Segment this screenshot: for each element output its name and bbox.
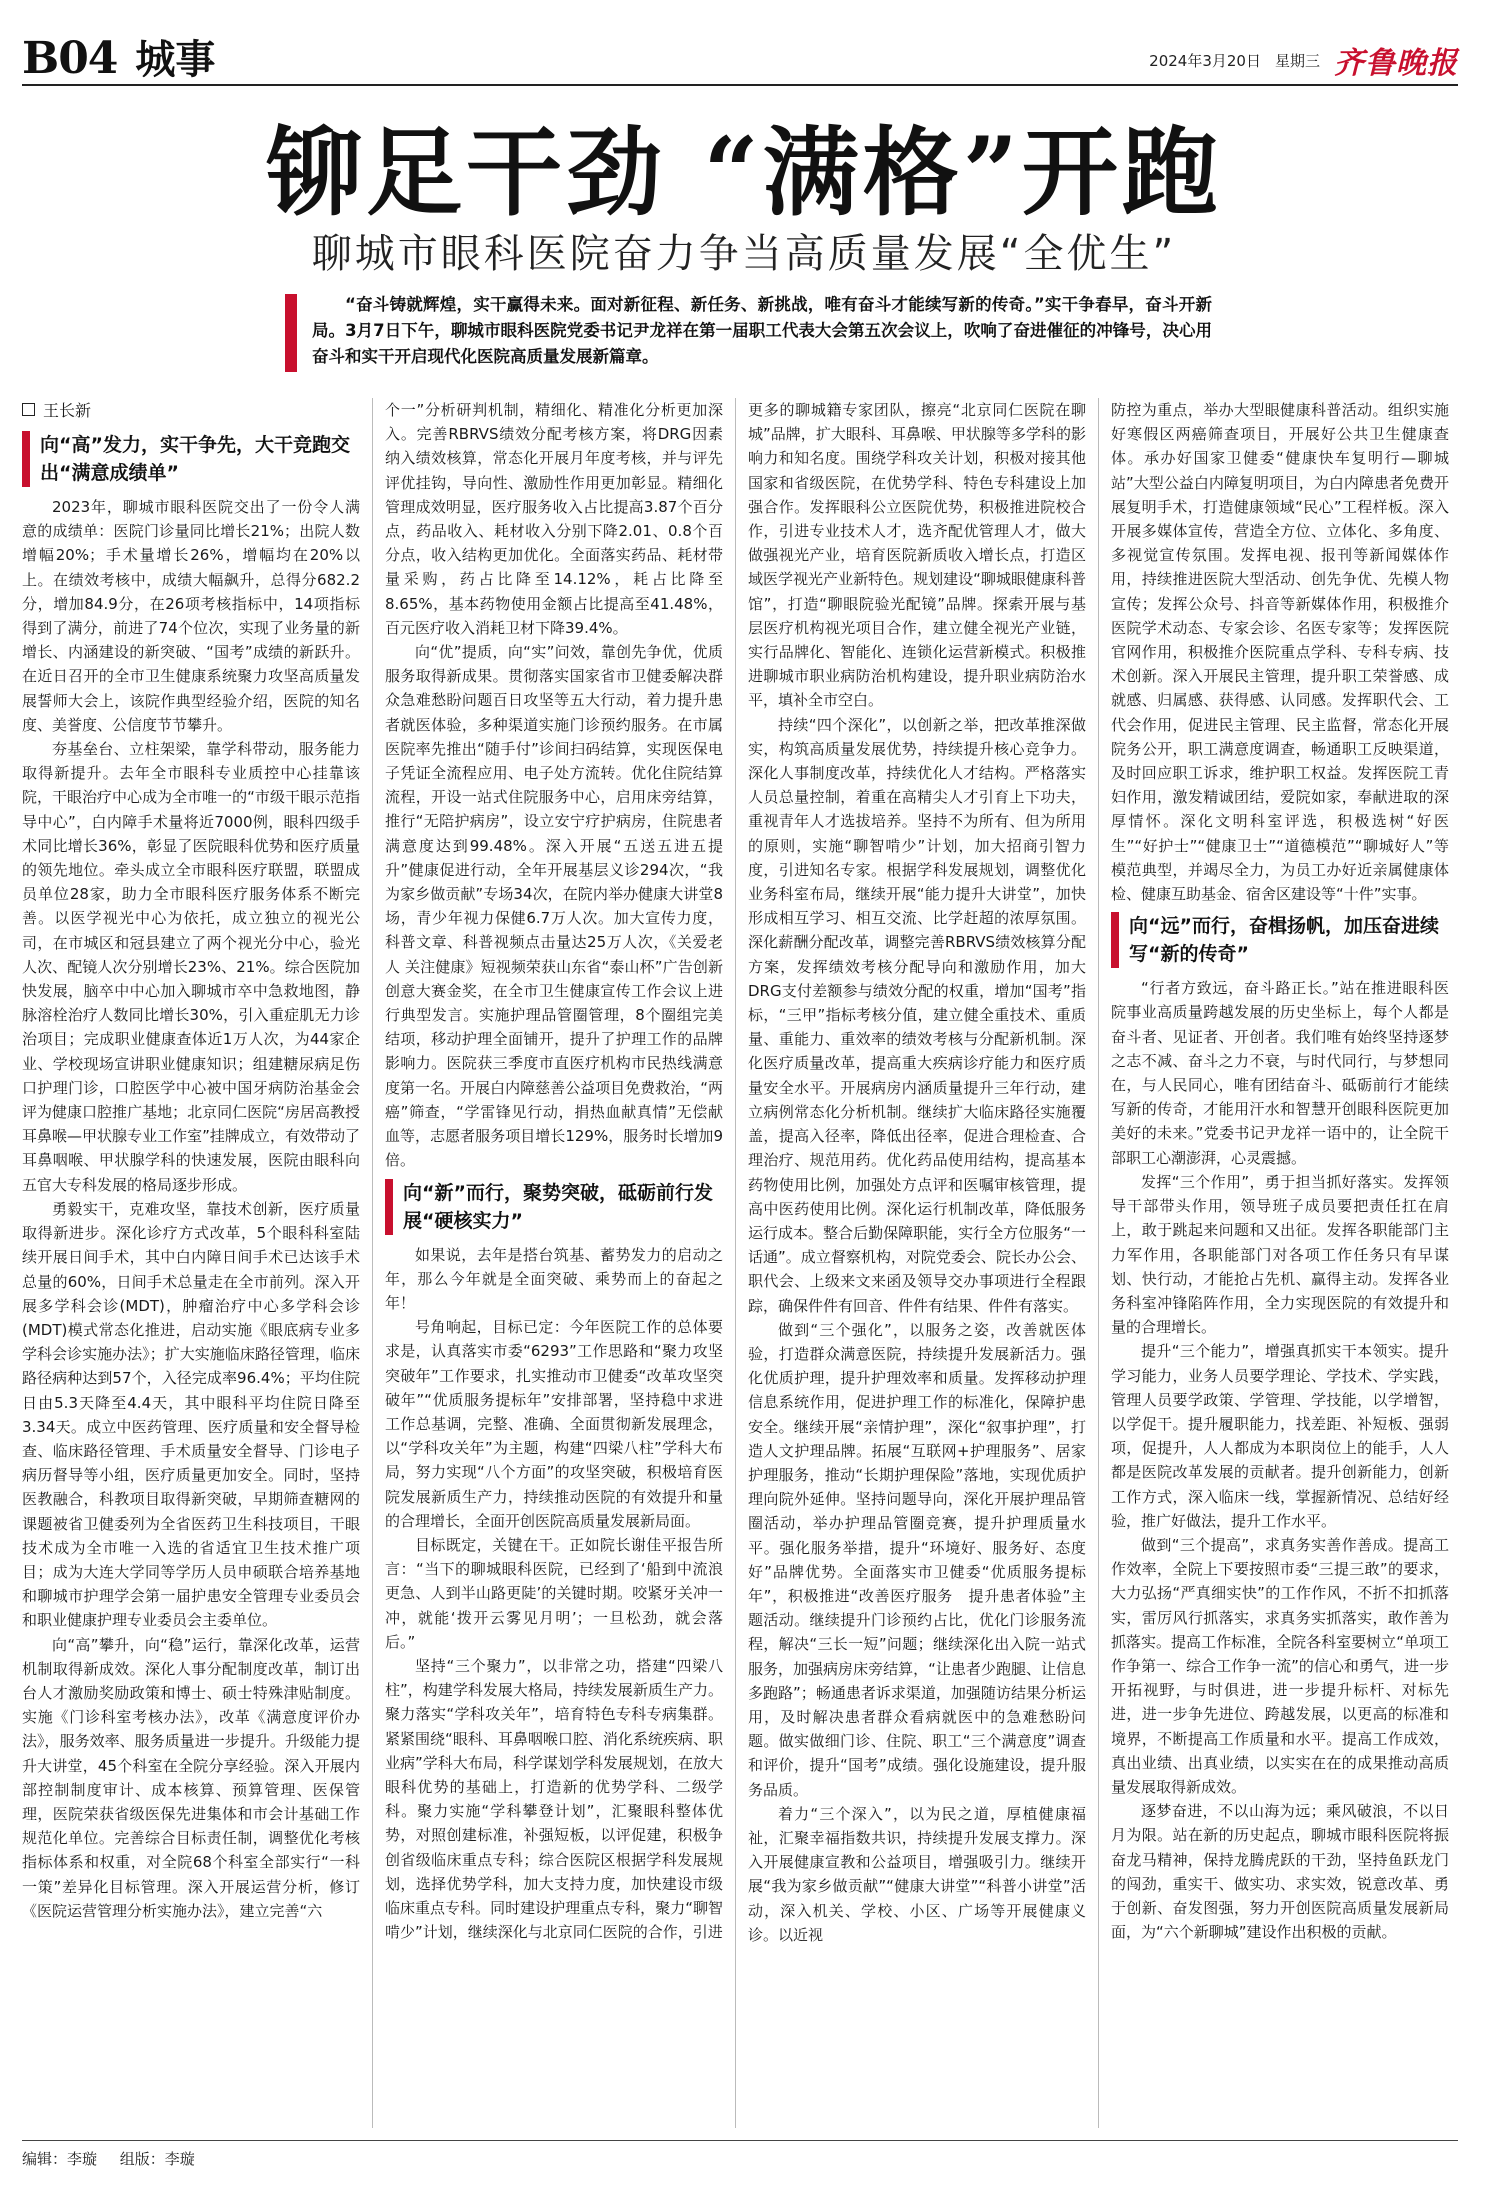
article-paragraph: 逐梦奋进，不以山海为远；乘风破浪，不以日月为限。站在新的历史起点，聊城市眼科医院将振奋龙马精神，保持龙腾虎跃的干劲，坚持鱼跃龙门的闯劲，重实干、做实功、求实效，锐意改革、勇于创新、奋发图强，努力开创医院高质量发展新局面，为“六个新聊城”建设作出积极的贡献。 [1111,1802,1449,1942]
subsection-heading-text: 向“远”而行，奋楫扬帆，加压奋进续写“新的传奇” [1129,915,1439,966]
article-column-3 [748,398,1086,2128]
article-paragraph: 持续“四个深化”，以创新之举，把改革推深做实，构筑高质量发展优势，持续提升核心竞争力。深化人事制度改革，持续优化人才结构。严格落实人员总量控制，着重在高精尖人才引育上下功夫，重视青年人才选拔培养。坚持不为所有、但为所用的原则，实施“聊智啃少”计划，加大招商引智力度，引进知名专家。根据学科发展规划，调整优化业务科室布局，继续开展“能力提升大讲堂”，加快形成相互学习、相互交流、比学赶超的浓厚氛围。深化薪酬分配改革，调整完善RBRVS绩效核算分配方案，发挥绩效考核分配导向和激励作用，加大DRG支付差额参与绩效分配的权重，增加“国考”指标，“三甲”指标考核分值，建立健全重技术、重质量、重能力、重效率的绩效考核与分配新机制。深化医疗质量改革，提高重大疾病诊疗能力和医疗质量安全水平。开展病房内涵质量提升三年行动，建立病例常态化分析机制。继续扩大临床路径实施覆盖，提高入径率，降低出径率，促进合理检查、合理治疗、规范用药。优化药品使用结构，提高基本药物使用比例，加强处方点评和医嘱审核管理，提高中医药使用比例。深化运行机制改革，降低服务运行成本。整合后勤保障职能，实行全方位服务“一话通”。成立督察机构，对院党委会、院长办公会、职代会、上级来文来函及领导交办事项进行全程跟踪，确保件件有回音、件件有结果、件件有落实。 [748,715,1086,1315]
subsection-heading-text: 向“高”发力，实干争先，大干竞跑交出“满意成绩单” [40,434,350,484]
article-paragraph: 防控为重点，举办大型眼健康科普活动。组织实施好寒假区两癌筛查项目，开展好公共卫生健康查体。承办好国家卫健委“健康快车复明行—聊城站”大型公益白内障复明项目，为白内障患者免费开展复明手术，打造健康领域“民心”工程样板。深入开展多媒体宣传，营造全方位、立体化、多角度、多视觉宣传氛围。发挥电视、报刊等新闻媒体作用，持续推进医院大型活动、创先争优、先模人物宣传；发挥公众号、抖音等新媒体作用，积极推介医院学术动态、专家会诊、名医专家等；发挥医院官网作用，积极推介医院重点学科、专科专病、技术创新。深入开展民主管理，提升职工荣誉感、成就感、归属感、获得感、认同感。发挥职代会、工代会作用，促进民主管理、民主监督，常态化开展院务公开，职工满意度调查，畅通职工反映渠道，及时回应职工诉求，维护职工权益。发挥医院工青妇作用，激发精诚团结，爱院如家，奉献进取的深厚情怀。深化文明科室评选，积极选树“好医生”“好护士”“健康卫士”“道德模范”“聊城好人”等模范典型，并竭尽全力，为员工办好近亲属健康体检、健康互助基金、宿舍区建设等“十件”实事。 [1111,401,1449,904]
lead-paragraph: “奋斗铸就辉煌，实干赢得未来。面对新征程、新任务、新挑战，唯有奋斗才能续写新的传奇。”实干争春早，奋斗开新局。3月7日下午，聊城市眼科医院党委书记尹龙祥在第一届职工代表大会第五次会议上，吹响了奋进催征的冲锋号，决心用奋斗和实干开启现代化医院高质量发展新篇章。 [312,295,1212,366]
article-paragraph: 着力“三个深入”，以为民之道，厚植健康福祉，汇聚幸福指数共识，持续提升发展支撑力。深入开展健康宣教和公益项目，增强吸引力。继续开展“我为家乡做贡献”“健康大讲堂”“科普小讲堂”活动，深入机关、学校、小区、广场等开展健康义诊。以近视 [748,1804,1086,1944]
article-paragraph: 更多的聊城籍专家团队，擦亮“北京同仁医院在聊城”品牌，扩大眼科、耳鼻喉、甲状腺等多学科的影响力和知名度。围绕学科攻关计划，积极对接其他国家和省级医院，在优势学科、特色专科建设上加强合作。发挥眼科公立医院优势，积极推进院校合作，引进专业技术人才，选齐配优管理人才，做大做强视光产业，培育医院新质收入增长点，打造区域医学视光产业新特色。规划建设“聊城眼健康科普馆”，打造“聊眼院验光配镜”品牌。探索开展与基层医疗机构视光项目合作，建立健全视光产业链，实行品牌化、智能化、连锁化运营新模式。积极推进聊城市职业病防治机构建设，提升职业病防治水平，填补全市空白。 [748,401,1086,710]
subsection-heading [385,1179,723,1235]
article-paragraph: 做到“三个提高”，求真务实善作善成。提高工作效率，全院上下要按照市委“三提三敢”的要求，大力弘扬“严真细实快”的工作作风，不折不扣抓落实，雷厉风行抓落实，求真务实抓落实，敢作善为抓落实。提高工作标准，全院各科室要树立“单项工作争第一、综合工作争一流”的信心和勇气，进一步开拓视野，与时俱进，进一步提升标杆、对标先进，进一步争先进位、跨越发展，以更高的标准和境界，不断提高工作质量和水平。提高工作成效，真出业绩、出真业绩，以实实在在的成果推动高质量发展取得新成效。 [1111,1535,1449,1796]
header-divider [22,84,1458,86]
footer-editor: 编辑：李璇 [22,2150,98,2168]
column-divider [735,398,736,2128]
article-paragraph: 夯基垒台、立柱架梁，靠学科带动，服务能力取得新提升。去年全市眼科专业质控中心挂靠该院，干眼治疗中心成为全市唯一的“市级干眼示范指导中心”，白内障手术量将近7000例，眼科四级手术同比增长36%，彰显了医院眼科优势和医疗质量的领先地位。牵头成立全市眼科医疗联盟，联盟成员单位28家，助力全市眼科医疗服务体系不断完善。以医学视光中心为依托，成立独立的视光公司，在市城区和冠县建立了两个视光分中心，验光人次、配镜人次分别增长23%、21%。综合医院加快发展，脑卒中中心加入聊城市卒中急救地图，静脉溶栓治疗人数同比增长30%，引入重症肌无力诊治项目；完成职业健康查体近1万人次，为44家企业、学校现场宣讲职业健康知识；组建糖尿病足伤口护理门诊，口腔医学中心被中国牙病防治基金会评为健康口腔推广基地；北京同仁医院“房居高教授耳鼻喉—甲状腺专业工作室”挂牌成立，有效带动了耳鼻咽喉、甲状腺学科的快速发展，医院由眼科向五官大专科发展的格局逐步形成。 [22,740,360,1194]
page-number: B04 [22,33,118,84]
subsection-accent-bar [22,431,30,487]
article-paragraph: 号角响起，目标已定：今年医院工作的总体要求是，认真落实市委“6293”工作思路和“聚力攻坚突破年”工作要求，扎实推动市卫健委“改革攻坚突破年”“优质服务提标年”安排部署，坚持稳中求进工作总基调，完整、准确、全面贯彻新发展理念，以“学科攻关年”为主题，构建“四梁八柱”学科大布局，努力实现“八个方面”的攻坚突破，积极培育医院发展新质生产力，持续推动医院的有效提升和量的合理增长，全面开创医院高质量发展新局面。 [385,1318,723,1530]
lead-accent-bar [285,294,297,372]
article-paragraph: 坚持“三个聚力”，以非常之功，搭建“四梁八柱”，构建学科发展大格局，持续发展新质生产力。聚力落实“学科攻关年”，培育特色专科专病集群。紧紧围绕“眼科、耳鼻咽喉口腔、消化系统疾病、职业病”学科大布局，科学谋划学科发展规划，在放大眼科优势的基础上，打造新的优势学科、二级学科。聚力实施“学科攀登计划”，汇聚眼科整体优势，对照创建标准，补强短板，以评促建，积极争创省级临床重点专科；综合医院区根据学科发展规划，选择优势学科，加大支持力度，加快建设市级临床重点专科。同时建设护理重点专科，聚力“聊智啃少”计划，继续深化与北京同仁医院的合作，引进 [385,1656,723,1942]
article-paragraph: 如果说，去年是搭台筑基、蓄势发力的启动之年，那么今年就是全面突破、乘势而上的奋起之年！ [385,1245,723,1312]
newspaper-masthead: 齐鲁晚报 [1334,46,1458,81]
byline [22,398,360,421]
footer-layout: 组版：李璇 [119,2150,195,2168]
subsection-accent-bar [385,1179,393,1235]
page-header-left [22,28,215,85]
issue-weekday: 星期三 [1274,51,1320,70]
article-paragraph: 目标既定，关键在干。正如院长谢佳平报告所言：“当下的聊城眼科医院，已经到了‘船到中流浪更急、人到半山路更陡’的关键时期。咬紧牙关冲一冲，就能‘拨开云雾见月明’；一旦松劲，就会落后。” [385,1535,723,1651]
subsection-heading [1111,912,1449,968]
page-footer [22,2148,213,2169]
subsection-heading-text: 向“新”而行，聚势突破，砥砺前行发展“硬核实力” [403,1181,713,1232]
page-header-right [1149,38,1458,82]
byline-author: 王长新 [43,401,92,420]
subsection-heading [22,431,360,487]
subsection-accent-bar [1111,912,1119,968]
column-divider [372,398,373,2128]
issue-date: 2024年3月20日 [1149,51,1261,70]
article-paragraph: 向“优”提质，向“实”问效，靠创先争优，优质服务取得新成果。贯彻落实国家省市卫健委解决群众急难愁盼问题百日攻坚等五大行动，着力提升患者就医体验，多种渠道实施门诊预约服务。在市属医院率先推出“随手付”诊间扫码结算，实现医保电子凭证全流程应用、电子处方流转。优化住院结算流程，开设一站式住院服务中心，启用床旁结算，推行“无陪护病房”，设立安宁疗护病房，住院患者满意度达到99.48%。深入开展“五送五进五提升”健康促进行动，全年开展基层义诊294次，“我为家乡做贡献”专场34次，在院内举办健康大讲堂8场，青少年视力保健6.7万人次。加大宣传力度，科普文章、科普视频点击量达25万人次，《关爱老人 关注健康》短视频荣获山东省“泰山杯”广告创新创意大赛金奖，在全市卫生健康宣传工作会议上进行典型发言。实施护理品管圈管理，8个圈组完美结项，移动护理全面铺开，提升了护理工作的品牌影响力。医院获三季度市直医疗机构市民热线满意度第一名。开展白内障慈善公益项目免费救治，“两癌”筛查，“学雷锋见行动，捐热血献真情”无偿献血等，志愿者服务项目增长129%，服务时长增加9倍。 [385,643,723,1170]
footer-divider [22,2140,1458,2141]
byline-box-icon [22,403,35,416]
article-paragraph: 勇毅实干，克难攻坚，靠技术创新，医疗质量取得新进步。深化诊疗方式改革，5个眼科科室陆续开展日间手术，其中白内障日间手术已达该手术总量的60%，日间手术总量走在全市前列。深入开展多学科会诊(MDT)，肿瘤治疗中心多学科会诊(MDT)模式常态化推进，启动实施《眼底病专业多学科会诊实施办法》；扩大实施临床路径管理，临床路径病种达到57个，入径完成率96.4%；平均住院日由5.3天降至4.4天，其中眼科平均住院日降至3.34天。成立中医药管理、医疗质量和安全督导检查、临床路径管理、手术质量安全督导、门诊电子病历督导等小组，医疗质量更加安全。同时，坚持医教融合，科教项目取得新突破，早期筛查糖网的课题被省卫健委列为全省医药卫生科技项目，干眼技术成为全市唯一入选的省适宜卫生技术推广项目；成为大连大学同等学历人员申硕联合培养基地和聊城市护理学会第一届护患安全管理专业委员会和职业健康护理专业委员会主委单位。 [22,1199,360,1630]
headline: 铆足干劲 “满格”开跑 [266,116,1222,229]
article-column-4 [1111,398,1449,2128]
article-paragraph: 2023年，聊城市眼科医院交出了一份令人满意的成绩单：医院门诊量同比增长21%；出院人数增幅20%；手术量增长26%，增幅均在20%以上。在绩效考核中，成绩大幅飙升，总得分682.2分，增加84.9分，在26项考核指标中，14项指标得到了满分，前进了74个位次，实现了业务量的新增长、内涵建设的新突破、“国考”成绩的新跃升。在近日召开的全市卫生健康系统聚力攻坚高质量发展誓师大会上，该院作典型经验介绍，医院的知名度、美誉度、公信度节节攀升。 [22,498,360,734]
article-paragraph: 向“高”攀升，向“稳”运行，靠深化改革，运营机制取得新成效。深化人事分配制度改革，制订出台人才激励奖励政策和博士、硕士特殊津贴制度。实施《门诊科室考核办法》，改革《满意度评价办法》，服务效率、服务质量进一步提升。升级能力提升大讲堂，45个科室在全院分享经验。深入开展内部控制制度审计、成本核算、预算管理、医保管理，医院荣获省级医保先进集体和市会计基础工作规范化单位。完善综合目标责任制，调整优化考核指标体系和权重，对全院68个科室全部实行“一科一策”差异化目标管理。深入开展运营分析，修订《医院运营管理分析实施办法》，建立完善“六 [22,1635,360,1920]
article-paragraph: 个一”分析研判机制，精细化、精准化分析更加深入。完善RBRVS绩效分配考核方案，将DRG因素纳入绩效核算，常态化开展月年度考核，并与评先评优挂钩，导向性、激励性作用更加彰显。精细化管理成效明显，医疗服务收入占比提高3.87个百分点，药品收入、耗材收入分别下降2.01、0.8个百分点，收入结构更加优化。全面落实药品、耗材带量采购，药占比降至14.12%，耗占比降至8.65%，基本药物使用金额占比提高至41.48%，百元医疗收入消耗卫材下降39.4%。 [385,401,723,637]
article-column-2 [385,398,723,2128]
article-column-1 [22,398,360,2128]
article-paragraph: 做到“三个强化”，以服务之姿，改善就医体验，打造群众满意医院，持续提升发展新活力。强化优质护理，提升护理效率和质量。发挥移动护理信息系统作用，促进护理工作的标准化，保障护患安全。继续开展“亲情护理”，深化“叙事护理”，打造人文护理品牌。拓展“互联网+护理服务”、居家护理服务，推动“长期护理保险”落地，实现优质护理向院外延伸。坚持问题导向，深化开展护理品管圈活动，举办护理品管圈竞赛，提升护理质量水平。强化服务举措，提升“环境好、服务好、态度好”品牌优势。全面落实市卫健委“优质服务提标年”，积极推进“改善医疗服务 提升患者体验”主题活动。继续提升门诊预约占比，优化门诊服务流程，解决“三长一短”问题；继续深化出入院一站式服务，加强病房床旁结算，“让患者少跑腿、让信息多跑路”；畅通患者诉求渠道，加强随访结果分析运用，及时解决患者群众看病就医中的急难愁盼问题。做实做细门诊、住院、职工“三个满意度”调查和评价，提升“国考”成绩。强化设施建设，提升服务品质。 [748,1320,1086,1799]
article-paragraph: 发挥“三个作用”，勇于担当抓好落实。发挥领导干部带头作用，领导班子成员要把责任扛在肩上，敢于跳起来问题和又出征。发挥各职能部门主力军作用，各职能部门对各项工作任务只有早谋划、快行动，才能抢占先机、赢得主动。发挥各业务科室冲锋陷阵作用，全力实现医院的有效提升和量的合理增长。 [1111,1172,1449,1337]
article-paragraph: 提升“三个能力”，增强真抓实干本领实。提升学习能力，业务人员要学理论、学技术、学实践，管理人员要学政策、学管理、学技能，以学增智，以学促干。提升履职能力，找差距、补短板、强弱项，促提升，人人都成为本职岗位上的能手，人人都是医院改革发展的贡献者。提升创新能力，创新工作方式，深入临床一线，掌握新情况、总结好经验，推广好做法，提升工作水平。 [1111,1342,1449,1530]
subheadline: 聊城市眼科医院奋力争当高质量发展“全优生” [311,231,1177,277]
section-name: 城事 [135,36,216,83]
article-paragraph: “行者方致远，奋斗路正长。”站在推进眼科医院事业高质量跨越发展的历史坐标上，每个人都是奋斗者、见证者、开创者。我们唯有始终坚持逐梦之志不减、奋斗之力不衰，与时代同行，与梦想同在，与人民同心，唯有团结奋斗、砥砺前行才能续写新的传奇，才能用汗水和智慧开创眼科医院更加美好的未来。”党委书记尹龙祥一语中的，让全院干部职工心潮澎湃，心灵震撼。 [1111,979,1449,1167]
column-divider [1098,398,1099,2128]
